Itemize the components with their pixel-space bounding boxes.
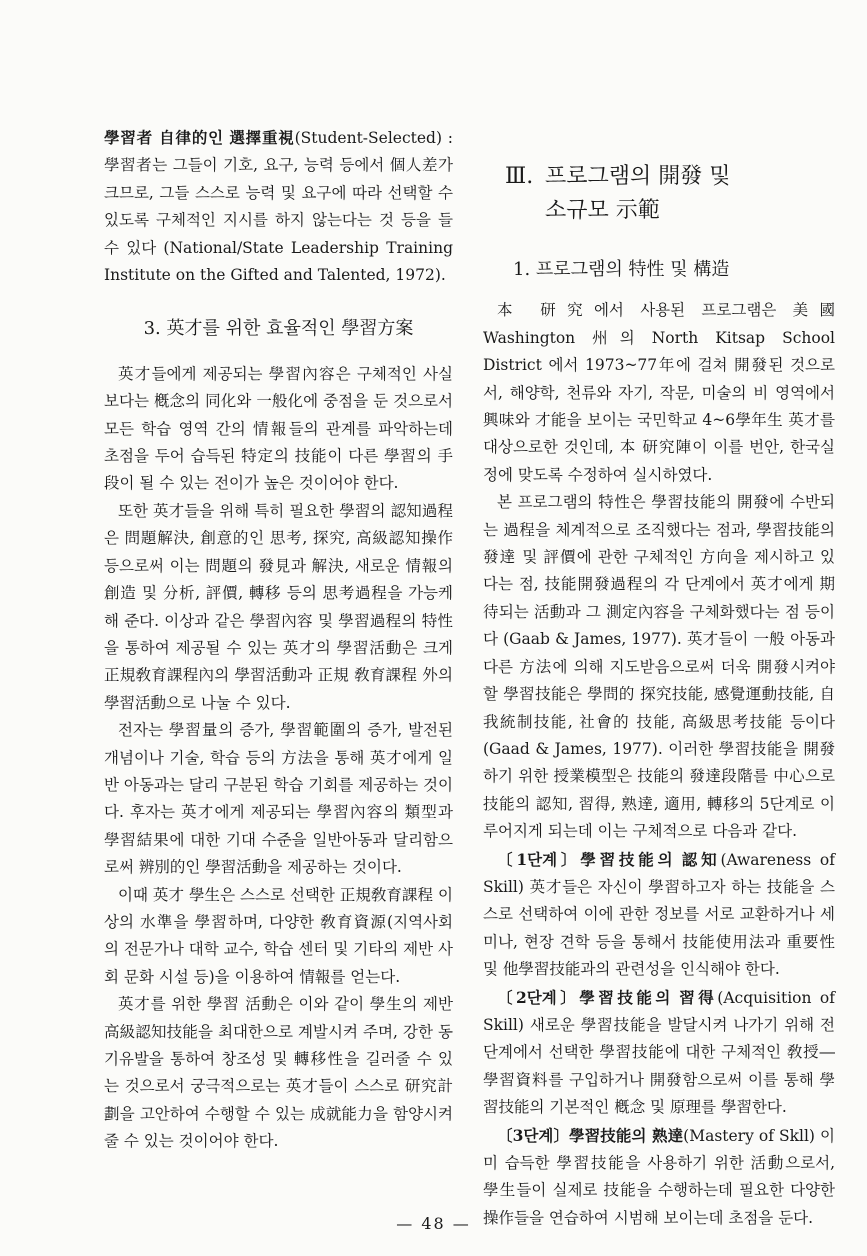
step-body: 이미 습득한 學習技能을 사용하기 위한 活動으로서, 學生들이 실제로 技能을 수행하는데 필요한 다양한 操作들을 연습하여 시범해 보이는데 초점을 둔다.: [483, 1126, 835, 1227]
step-label: 〔1단계〕學習技能의 認知: [497, 849, 721, 869]
step-english: (Mastery of Skll): [683, 1126, 815, 1145]
step-body: 英才들은 자신이 學習하고자 하는 技能을 스스로 선택하여 이에 관한 정보를 서로 교환하거나 세미나, 현장 견학 등을 통해서 技能使用法과 重要性 및 他學習技能과의 관련성을 인식해야 한다.: [483, 877, 835, 979]
chapter-number: Ⅲ.: [505, 164, 534, 189]
left-column: [104, 124, 453, 1156]
step-body: 새로운 學習技能을 발달시켜 나가기 위해 전 단계에서 선택한 學習技能에 대한 구체적인 敎授―學習資料를 구입하거나 開發함으로써 이를 통해 學習技能의 기본적인 槪念 및 原理를 學習한다.: [483, 1015, 835, 1117]
step-label: 〔2단계〕學習技能의 習得: [497, 987, 718, 1007]
right-column: [483, 160, 835, 1232]
body-paragraph: 英才를 위한 學習 活動은 이와 같이 學生의 제반 高級認知技能을 최대한으로 계발시켜 주며, 강한 동기유발을 통하여 창조성 및 轉移性을 길러줄 수 있는 것으로서 궁극적으로는 英才들이 스스로 研究計劃을 고안하여 수행할 수 있는 成就能力을 함양시켜 줄 수 있는 것이어야 한다.: [104, 995, 453, 1151]
chapter-title-line2: 소규모 示範: [545, 198, 660, 223]
step-english: (Acquisition of Skill): [483, 988, 835, 1034]
body-paragraph: 전자는 學習量의 증가, 學習範圍의 증가, 발전된 개념이나 기술, 학습 등의 方法을 통해 英才에게 일반 아동과는 달리 구분된 학습 기회를 제공하는 것이다. 후자는 英才에게 제공되는 學習內容의 類型과 學習結果에 대한 기대 수준을 일반아동과 달리함으로써 辨別的인 學習活動을 제공하는 것이다.: [104, 721, 453, 877]
step-paragraph: [483, 984, 835, 1122]
body-paragraph: 본 프로그램의 特性은 學習技能의 開發에 수반되는 過程을 체계적으로 조직했다는 점과, 學習技能의 發達 및 評價에 관한 구체적인 方向을 제시하고 있다는 점, 技能開發過程의 각 단계에서 英才에게 期待되는 活動과 그 測定內容을 구체화했다는 점 등이다 (Gaab & James, 1977). 英才들이 一般 아동과 다른 方法에 의해 지도받음으로써 더욱 開發시켜야 할 學習技能은 學問的 探究技能, 感覺運動技能, 自我統制技能, 社會的 技能, 高級思考技能 등이다 (Gaad & James, 1977). 이러한 學習技能을 開發하기 위한 授業模型은 技能의 發達段階를 中心으로 技能의 認知, 習得, 熟達, 適用, 轉移의 5단계로 이루어지게 되는데 이는 구체적으로 다음과 같다.: [483, 493, 835, 841]
body-paragraph: 또한 英才들을 위해 특히 필요한 學習의 認知過程은 問題解決, 創意的인 思考, 探究, 高級認知操作 등으로써 이는 問題의 發見과 解決, 새로운 情報의 創造 및 分析, 評價, 轉移 등의 思考過程을 가능케 해 준다. 이상과 같은 學習內容 및 學習過程의 特性을 통하여 제공될 수 있는 英才의 學習活動은 크게 正規敎育課程內의 學習活動과 正規 敎育課程 外의 學習活動으로 나눌 수 있다.: [104, 501, 453, 712]
page-number: — 48 —: [396, 1214, 471, 1233]
subsection-heading: 1. 프로그램의 特性 및 構造: [513, 259, 730, 280]
chapter-title-line1: 프로그램의 開發 및: [545, 164, 731, 189]
body-paragraph: 本 研究에서 사용된 프로그램은 美國 Washington 州의 North Kitsap School District 에서 1973~77年에 걸쳐 開發된 것으로서, 해양학, 천류와 자기, 작문, 미술의 비 영역에서 興味와 才能을 보이는 국민학교 4~6學年生 英才를 대상으로한 것인데, 本 研究陣이 이를 번안, 한국실정에 맞도록 수정하여 실시하였다.: [483, 301, 835, 484]
step-english: (Awareness of Skill): [483, 850, 835, 896]
intro-body: (Student-Selected) : 學習者는 그들이 기호, 요구, 능력 등에서 個人差가 크므로, 그들 스스로 능력 및 요구에 따라 선택할 수 있도록 구체적인 지시를 하지 않는다는 것 등을 들 수 있다 (National/State Leadership Training Institute on the Gifted and Talented, 1972).: [104, 129, 453, 285]
chapter-heading: [505, 160, 835, 228]
step-paragraph: [483, 846, 835, 984]
intro-lead: 學習者 自律的인 選擇重視: [104, 128, 295, 147]
intro-paragraph: [104, 124, 453, 289]
step-label: 〔3단계〕學習技能의 熟達: [497, 1125, 684, 1145]
body-paragraph: 英才들에게 제공되는 學習內容은 구체적인 사실보다는 槪念의 同化와 一般化에 중점을 둔 것으로서 모든 학습 영역 간의 情報들의 관계를 파악하는데 초점을 두어 습득된 特定의 技能이 다른 學習의 手段이 될 수 있는 전이가 높은 것이어야 한다.: [104, 364, 453, 493]
body-paragraph: 이때 英才 學生은 스스로 선택한 正規敎育課程 이상의 水準을 學習하며, 다양한 敎育資源(지역사회의 전문가나 대학 교수, 학습 센터 및 기타의 제반 사회 문화 시설 등)을 이용하여 情報를 얻는다.: [104, 885, 453, 986]
section-heading: 3. 英才를 위한 효율적인 學習方案: [143, 318, 414, 340]
